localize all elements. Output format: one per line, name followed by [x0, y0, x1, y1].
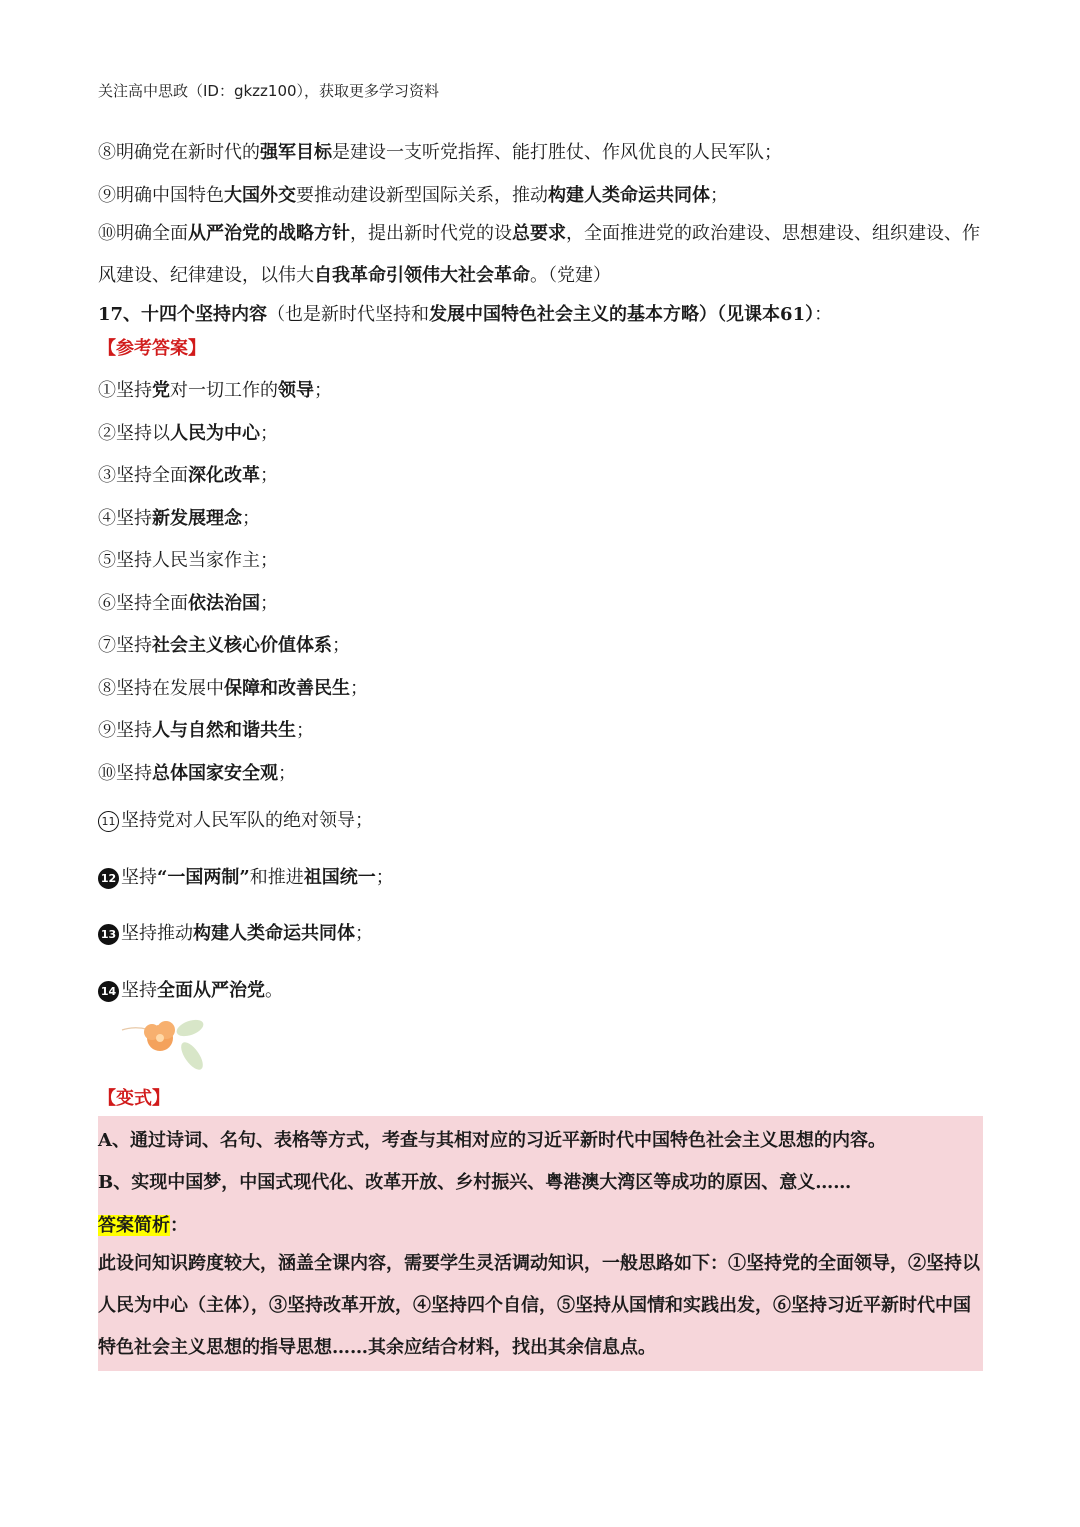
prev-item-8: ⑧明确党在新时代的强军目标是建设一支听党指挥、能打胜仗、作风优良的人民军队； [98, 142, 782, 163]
variant-b: B、实现中国梦，中国式现代化、改革开放、乡村振兴、粤港澳大湾区等成功的原因、意义…… [98, 1172, 852, 1193]
flower-decoration-icon [120, 1012, 220, 1082]
list-item: 13 坚持推动构建人类命运共同体； [98, 919, 373, 945]
list-item: ⑥坚持全面依法治国； [98, 593, 278, 614]
analysis-label: 答案简析： [98, 1215, 188, 1236]
list-item: ⑦坚持社会主义核心价值体系； [98, 635, 350, 656]
prev-item-10: ⑩明确全面从严治党的战略方针，提出新时代党的设总要求，全面推进党的政治建设、思想建设、组织建设、作风建设、纪律建设，以伟大自我革命引领伟大社会革命。（党建） [98, 223, 980, 286]
list-item: 14 坚持全面从严治党。 [98, 976, 283, 1002]
question-17: 17、十四个坚持内容（也是新时代坚持和发展中国特色社会主义的基本方略）（见课本61）： [98, 304, 833, 325]
analysis-text: 此设问知识跨度较大，涵盖全课内容，需要学生灵活调动知识，一般思路如下：①坚持党的全面领导，②坚持以人民为中心（主体），③坚持改革开放，④坚持四个自信，⑤坚持从国情和实践出发，⑥坚持习近平新时代中国特色社会主义思想的指导思想……其余应结合材料，找出其余信息点。 [98, 1253, 980, 1358]
page-header: 关注高中思政（ID：gkzz100），获取更多学习资料 [98, 82, 440, 100]
list-item: ②坚持以人民为中心； [98, 423, 278, 444]
list-item: ①坚持党对一切工作的领导； [98, 380, 332, 401]
prev-item-9: ⑨明确中国特色大国外交要推动建设新型国际关系，推动构建人类命运共同体； [98, 185, 728, 206]
list-item: 12 坚持“一国两制”和推进祖国统一； [98, 863, 394, 889]
list-item: ⑨坚持人与自然和谐共生； [98, 720, 314, 741]
list-item: ④坚持新发展理念； [98, 508, 260, 529]
list-item: ⑧坚持在发展中保障和改善民生； [98, 678, 368, 699]
list-item: ③坚持全面深化改革； [98, 465, 278, 486]
answer-label: 【参考答案】 [98, 338, 206, 359]
variant-a: A、通过诗词、名句、表格等方式，考查与其相对应的习近平新时代中国特色社会主义思想的内容。 [98, 1130, 886, 1151]
variant-label: 【变式】 [98, 1088, 170, 1109]
list-item: 11 坚持党对人民军队的绝对领导； [98, 806, 373, 832]
list-item: ⑤坚持人民当家作主； [98, 550, 278, 571]
list-item: ⑩坚持总体国家安全观； [98, 763, 296, 784]
